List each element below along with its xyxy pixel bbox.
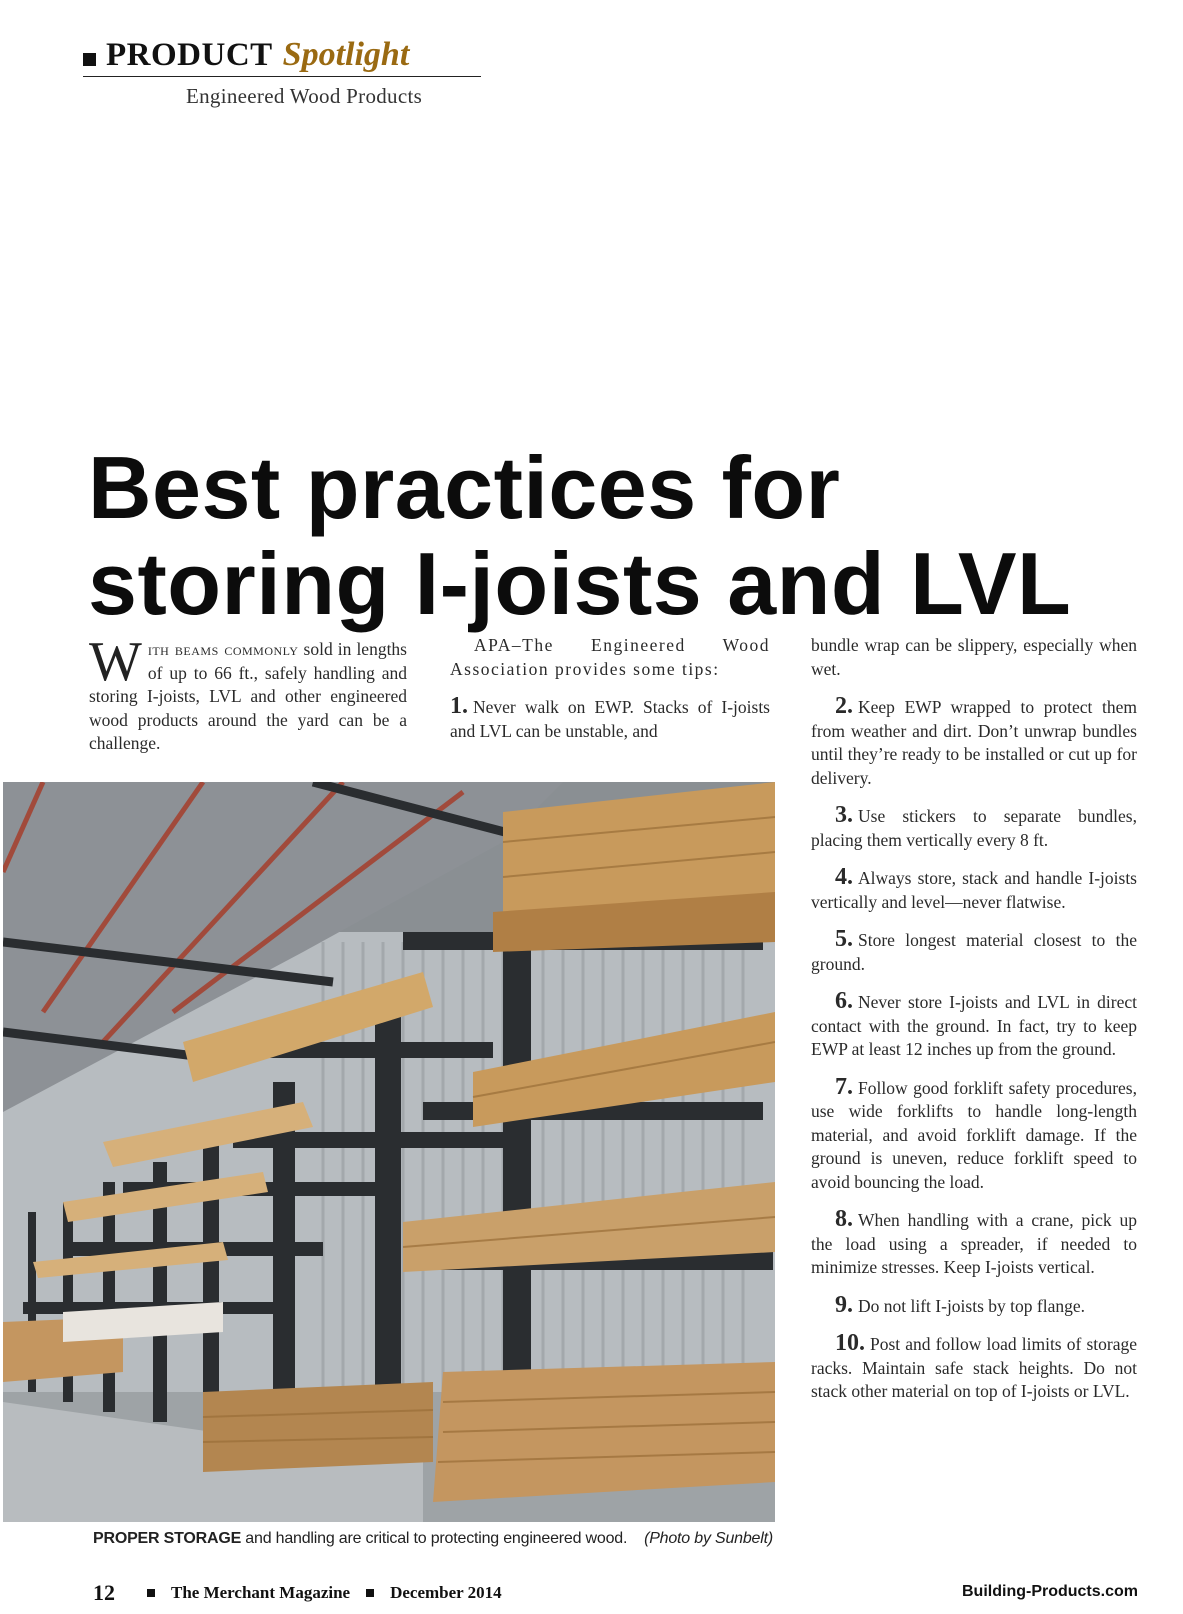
- drop-cap: W: [89, 631, 142, 693]
- headline: [88, 440, 1168, 632]
- storage-rack-photo: [3, 782, 775, 1522]
- issue-date: December 2014: [390, 1583, 502, 1602]
- section-subtitle: Engineered Wood Products: [186, 84, 423, 108]
- footer-separator-icon: [366, 1589, 374, 1597]
- tip-number: 8.: [835, 1206, 853, 1232]
- section-header: [83, 36, 483, 77]
- section-square-icon: [83, 53, 96, 66]
- section-label: PRODUCT: [106, 37, 273, 73]
- tip-number: 2.: [835, 693, 853, 719]
- tip-text: When handling with a crane, pick up the load using a spreader, if needed to minimize stresses. Keep I-joists vertical.: [811, 1210, 1137, 1277]
- headline-line-1: Best practices for: [88, 438, 841, 537]
- tip-10: [811, 1332, 1137, 1404]
- tip-text: Never store I-joists and LVL in direct contact with the ground. In fact, try to keep EWP at least 12 inches up from the ground.: [811, 992, 1137, 1059]
- caption-text: and handling are critical to protecting engineered wood.: [241, 1530, 628, 1547]
- tip-number: 3.: [835, 802, 853, 828]
- page-number: 12: [93, 1580, 115, 1605]
- section-accent: Spotlight: [282, 36, 410, 73]
- headline-line-2: storing I-joists and LVL: [88, 534, 1072, 633]
- tip-text: Never walk on EWP. Stacks of I-joists and LVL can be unstable, and: [450, 697, 770, 741]
- tip-3: [811, 804, 1137, 852]
- photo-caption: [93, 1530, 773, 1548]
- tip-text: Post and follow load limits of storage racks. Maintain safe stack heights. Do not stack other material on top of I-joists or LVL.: [811, 1334, 1137, 1401]
- intro-smallcaps: ith beams commonly: [147, 639, 299, 659]
- magazine-name: The Merchant Magazine: [171, 1583, 351, 1602]
- footer-website[interactable]: Building-Products.com: [962, 1583, 1138, 1600]
- tip-1-continued: [811, 634, 1137, 681]
- caption-lead: PROPER STORAGE: [93, 1530, 242, 1547]
- tip-number: 10.: [835, 1330, 865, 1356]
- intro-text: sold in lengths of up to 66 ft., safely handling and storing I-joists, LVL and other engineered wood products around the yard can be a challenge.: [89, 639, 407, 753]
- tip-text: Use stickers to separate bundles, placing them vertically every 8 ft.: [811, 806, 1137, 850]
- tip-number: 4.: [835, 864, 853, 890]
- tip-1: [450, 695, 770, 743]
- tip-text: bundle wrap can be slippery, especially when wet.: [811, 635, 1137, 679]
- tip-text: Keep EWP wrapped to protect them from weather and dirt. Don’t unwrap bundles until they’re ready to be installed or cut up for delivery.: [811, 697, 1137, 788]
- tip-5: [811, 928, 1137, 976]
- tip-8: [811, 1208, 1137, 1280]
- footer-left: [93, 1580, 502, 1606]
- tip-number: 6.: [835, 988, 853, 1014]
- column-1: [89, 631, 407, 756]
- tip-number: 1.: [450, 693, 468, 719]
- intro-tips-paragraph: APA–The Engineered Wood Association provides some tips:: [450, 635, 770, 679]
- photo-illustration: [3, 782, 775, 1522]
- tip-number: 9.: [835, 1291, 853, 1318]
- tip-9: [811, 1291, 1137, 1319]
- tip-2: [811, 695, 1137, 790]
- photo-credit: (Photo by Sunbelt): [644, 1530, 773, 1547]
- tip-4: [811, 866, 1137, 914]
- tip-text: Do not lift I-joists by top flange.: [858, 1295, 1085, 1316]
- tip-text: Store longest material closest to the ground.: [811, 930, 1137, 974]
- tip-number: 5.: [835, 926, 853, 952]
- footer-separator-icon: [147, 1589, 155, 1597]
- tip-number: 7.: [835, 1073, 853, 1100]
- column-3: [811, 634, 1137, 1418]
- tip-6: [811, 990, 1137, 1062]
- caption-text-group: [93, 1530, 627, 1548]
- tip-7: [811, 1073, 1137, 1195]
- tip-text: Follow good forklift safety procedures, use wide forklifts to handle long-length material, and avoid forklift damage. If the ground is uneven, reduce forklift speed to avoid bouncing the load.: [811, 1077, 1137, 1192]
- tip-text: Always store, stack and handle I-joists vertically and level—never flatwise.: [811, 868, 1137, 912]
- intro-paragraph: [89, 631, 407, 756]
- column-2: [450, 634, 770, 757]
